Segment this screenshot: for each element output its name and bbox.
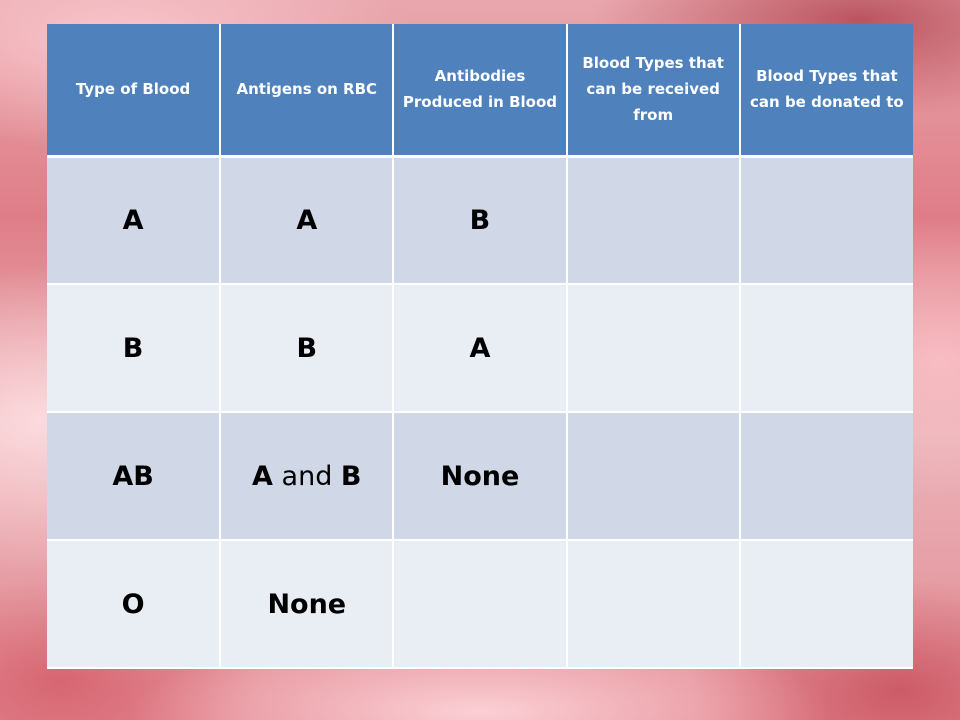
blood-type-table [47, 24, 913, 669]
cell-antibodies: A [393, 284, 566, 412]
cell-received-from [567, 540, 740, 668]
antigen-main: None [267, 588, 347, 620]
cell-antigens [220, 284, 393, 412]
cell-antibodies [393, 540, 566, 668]
table-row [47, 284, 913, 412]
cell-blood-type: AB [47, 412, 220, 540]
cell-antibodies: None [393, 412, 566, 540]
antigen-second: B [340, 460, 362, 492]
antigen-main: B [296, 332, 318, 364]
cell-donated-to [740, 284, 913, 412]
cell-antigens [220, 412, 393, 540]
cell-antibodies: B [393, 156, 566, 284]
cell-blood-type: A [47, 156, 220, 284]
table-row [47, 156, 913, 284]
cell-antigens [220, 156, 393, 284]
cell-donated-to [740, 412, 913, 540]
cell-donated-to [740, 540, 913, 668]
table-row [47, 540, 913, 668]
header-antigens: Antigens on RBC [220, 24, 393, 156]
header-antibodies: Antibodies Produced in Blood [393, 24, 566, 156]
cell-received-from [567, 284, 740, 412]
cell-received-from [567, 156, 740, 284]
cell-received-from [567, 412, 740, 540]
header-received-from: Blood Types that can be received from [567, 24, 740, 156]
cell-blood-type: B [47, 284, 220, 412]
antigen-main: A [296, 204, 318, 236]
header-type-of-blood: Type of Blood [47, 24, 220, 156]
antigen-join: and [272, 460, 341, 492]
cell-donated-to [740, 156, 913, 284]
cell-blood-type: O [47, 540, 220, 668]
header-donated-to: Blood Types that can be donated to [740, 24, 913, 156]
table-row [47, 412, 913, 540]
cell-antigens [220, 540, 393, 668]
antigen-main: A [252, 460, 273, 492]
table-header-row [47, 24, 913, 156]
